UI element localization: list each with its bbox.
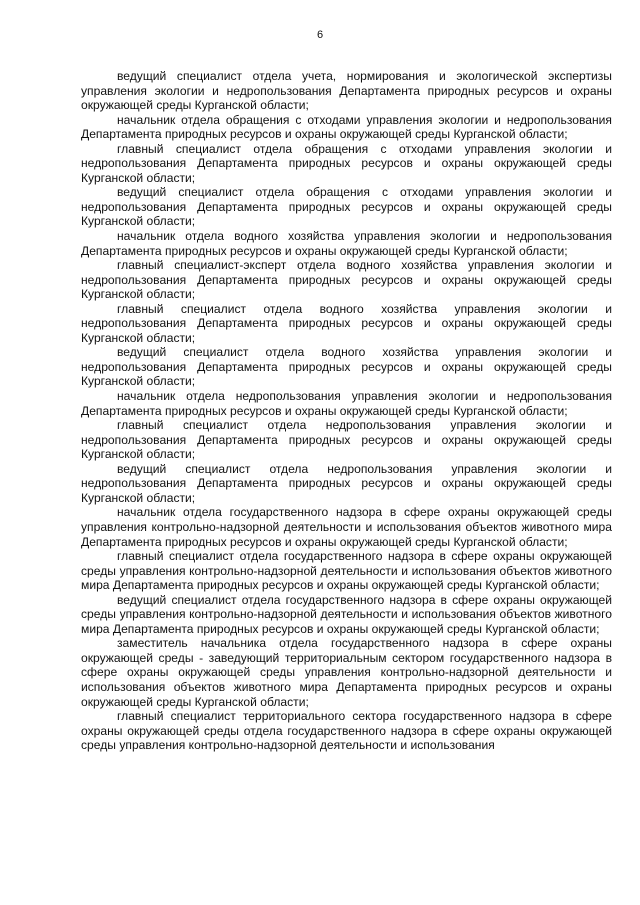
paragraph: ведущий специалист отдела обращения с отходами управления экологии и недропользования Департамента природных ресурсов и охраны окружающей среды Курганской области; [81, 185, 612, 229]
paragraph: главный специалист отдела государственного надзора в сфере охраны окружающей среды управления контрольно-надзорной деятельности и использования объектов животного мира Департамента природных ресурсов и охраны окружающей среды Курганской области; [81, 549, 612, 593]
paragraph: начальник отдела недропользования управления экологии и недропользования Департамента природных ресурсов и охраны окружающей среды Курганской области; [81, 389, 612, 418]
paragraph: заместитель начальника отдела государственного надзора в сфере охраны окружающей среды - заведующий территориальным сектором государственного надзора в сфере охраны окружающей среды управления контрольно-надзорной деятельности и использования объектов животного мира Департамента природных ресурсов и охраны окружающей среды Курганской области; [81, 636, 612, 709]
paragraph: главный специалист-эксперт отдела водного хозяйства управления экологии и недропользования Департамента природных ресурсов и охраны окружающей среды Курганской области; [81, 258, 612, 302]
paragraph: ведущий специалист отдела недропользования управления экологии и недропользования Департамента природных ресурсов и охраны окружающей среды Курганской области; [81, 461, 612, 505]
paragraph: ведущий специалист отдела учета, нормирования и экологической экспертизы управления экологии и недропользования Департамента природных ресурсов и охраны окружающей среды Курганской области; [81, 69, 612, 113]
paragraph: начальник отдела водного хозяйства управления экологии и недропользования Департамента природных ресурсов и охраны окружающей среды Курганской области; [81, 229, 612, 258]
paragraph: главный специалист отдела обращения с отходами управления экологии и недропользования Департамента природных ресурсов и охраны окружающей среды Курганской области; [81, 141, 612, 185]
paragraph: ведущий специалист отдела государственного надзора в сфере охраны окружающей среды управления контрольно-надзорной деятельности и использования объектов животного мира Департамента природных ресурсов и охраны окружающей среды Курганской области; [81, 592, 612, 636]
paragraph: ведущий специалист отдела водного хозяйства управления экологии и недропользования Департамента природных ресурсов и охраны окружающей среды Курганской области; [81, 345, 612, 389]
paragraph: начальник отдела обращения с отходами управления экологии и недропользования Департамента природных ресурсов и охраны окружающей среды Курганской области; [81, 112, 612, 142]
paragraph: главный специалист отдела водного хозяйства управления экологии и недропользования Департамента природных ресурсов и охраны окружающей среды Курганской области; [81, 301, 612, 345]
paragraph: главный специалист отдела недропользования управления экологии и недропользования Департамента природных ресурсов и охраны окружающей среды Курганской области; [81, 418, 612, 462]
page-number: 6 [316, 29, 324, 41]
paragraph: начальник отдела государственного надзора в сфере охраны окружающей среды управления контрольно-надзорной деятельности и использования объектов животного мира Департамента природных ресурсов и охраны окружающей среды Курганской области; [81, 505, 612, 549]
paragraph: главный специалист территориального сектора государственного надзора в сфере охраны окружающей среды отдела государственного надзора в сфере охраны окружающей среды управления контрольно-надзорной деятельности и использования [81, 709, 612, 753]
body-text [81, 69, 612, 753]
